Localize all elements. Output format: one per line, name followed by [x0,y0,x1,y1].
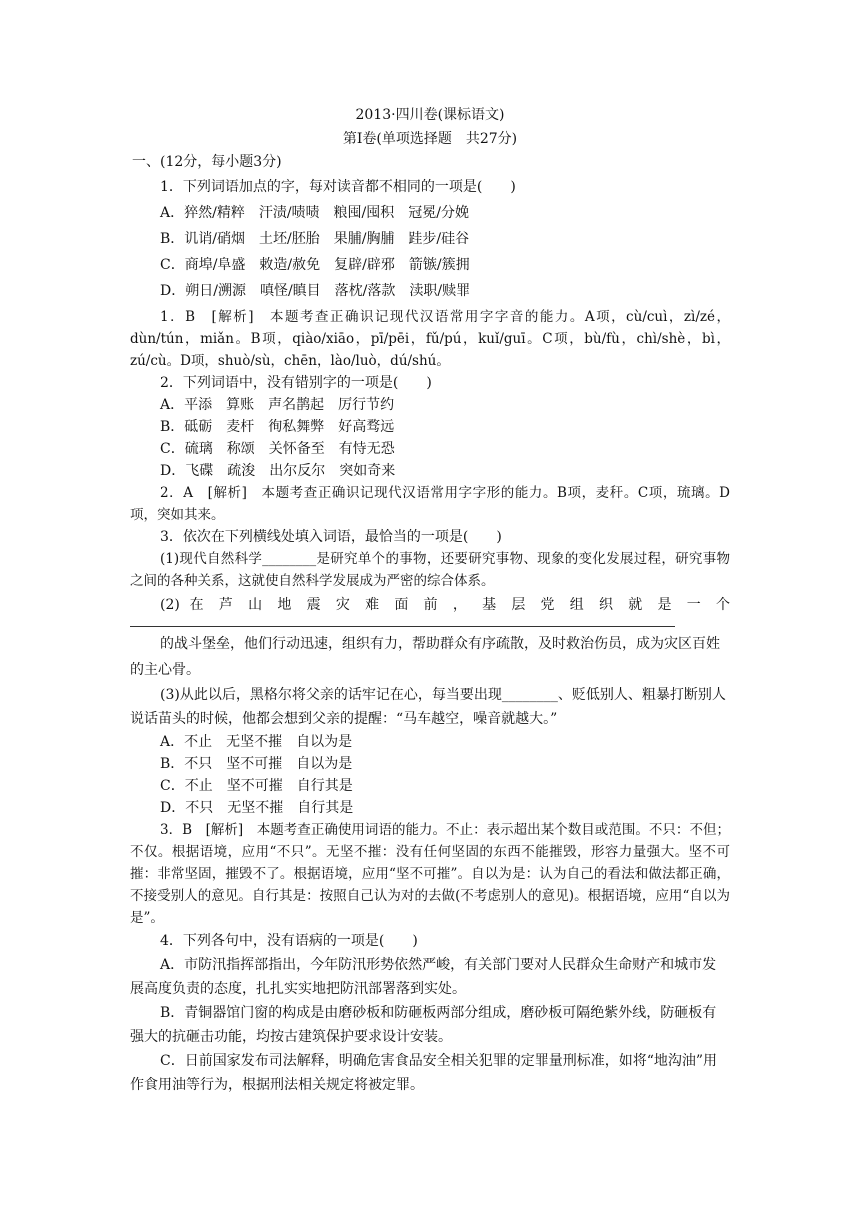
question-4-option-b: B．青铜器馆门窗的构成是由磨砂板和防砸板两部分组成，磨砂板可隔绝紫外线，防砸板有强大的抗砸击功能，均按古建筑保护要求设计安装。 [130,1005,717,1045]
question-2-analysis: 2．A [解析] 本题考查正确识记现代汉语常用字字形的能力。B项，麦秆。C项，琉璃。D项，突如其来。 [130,485,730,523]
question-4-option-a: A．市防汛指挥部指出，今年防汛形势依然严峻，有关部门要对人民群众生命财产和城市发展高度负责的态度，扎扎实实地把防汛部署落到实处。 [130,957,717,997]
question-3-stem: 3．依次在下列横线处填入词语，最恰当的一项是( ) [160,529,502,545]
question-3-option-c: C．不止 坚不可摧 自行其是 [160,778,353,794]
question-4-stem: 4．下列各句中，没有语病的一项是( ) [160,933,418,949]
question-2-option-c: C．硫璃 称颂 关怀备至 有恃无恐 [160,441,395,457]
question-2-option-d: D．飞碟 疏浚 出尔反尔 突如奇来 [160,463,396,479]
exam-title: 2013·四川卷(课标语文) [355,107,505,123]
question-2-stem: 2．下列词语中，没有错别字的一项是( ) [160,375,432,391]
question-2-option-a: A．平添 算账 声名鹊起 厉行节约 [160,397,395,413]
question-3-option-d: D．不只 无坚不摧 自行其是 [160,800,354,816]
question-3-option-a: A．不止 无坚不摧 自以为是 [160,734,353,750]
section-title: 第Ⅰ卷(单项选择题 共27分) [342,131,518,147]
exam-content [130,150,730,1097]
question-1-stem: 1．下列词语加点的字，每对读音都不相同的一项是( ) [160,179,516,195]
question-1-analysis: 1．B [解析] 本题考查正确识记现代汉语常用字字音的能力。A项，cù/cuì，zì/zé，dùn/tún，miǎn。B项，qiào/xiāo，pī/pēi，fǔ/pú，kuǐ/guī。C项，bù/fù，chì/shè，bì，zú/cù。D项，shuò/sù，chēn，lào/luò，dú/shú。 [130,309,730,369]
question-4-option-c: C．日前国家发布司法解释，明确危害食品安全相关犯罪的定罪量刑标准，如将“地沟油”用作食用油等行为，根据刑法相关规定将被定罪。 [130,1053,718,1093]
part-heading: 一、(12分，每小题3分) [132,154,282,170]
question-1-option-b: B．讥诮/硝烟 土坯/胚胎 果脯/胸脯 跬步/硅谷 [160,231,470,247]
question-3-sentence-2-line: (2) 在 芦 山 地 震 灾 难 面 前 ， 基 层 党 组 织 就 是 一 个 [160,597,730,613]
blank-line [130,618,675,627]
question-2-option-b: B．砥砺 麦杆 徇私舞弊 好高骛远 [160,419,395,435]
question-3-analysis: 3．B [解析] 本题考查正确使用词语的能力。不止：表示超出某个数目或范围。不只：不但；不仅。根据语境，应用“不只”。无坚不摧：没有任何坚固的东西不能摧毁，形容力量强大。坚不可摧：非常坚固，摧毁不了。根据语境，应用“坚不可摧”。自以为是：认为自己的看法和做法都正确，不接受别人的意见。自行其是：按照自己认为对的去做(不考虑别人的意见)。根据语境，应用“自以为是”。 [130,822,730,926]
question-3-sentence-3: (3)从此以后，黑格尔将父亲的话牢记在心，每当要出现________、贬低别人、粗暴打断别人说话苗头的时候，他都会想到父亲的提醒：“马车越空，噪音就越大。” [130,687,726,727]
question-3-sentence-2-cont: 的战斗堡垒，他们行动迅速，组织有力，帮助群众有序疏散，及时救治伤员，成为灾区百姓的主心骨。 [130,636,720,678]
question-3-sentence-1: (1)现代自然科学________是研究单个的事物，还要研究事物、现象的变化发展过程，研究事物之间的各种关系，这就使自然科学发展成为严密的综合体系。 [130,551,730,589]
question-1-option-d: D．朔日/溯源 嗔怪/瞋目 落枕/落款 渎职/赎罪 [160,283,471,299]
question-3-option-b: B．不只 坚不可摧 自以为是 [160,756,353,772]
question-1-option-c: C．商埠/阜盛 敕造/赦免 复辟/辟邪 箭镞/簇拥 [160,257,470,273]
question-1-option-a: A．猝然/精粹 汗渍/啧啧 粮囤/囤积 冠冕/分娩 [160,205,469,221]
